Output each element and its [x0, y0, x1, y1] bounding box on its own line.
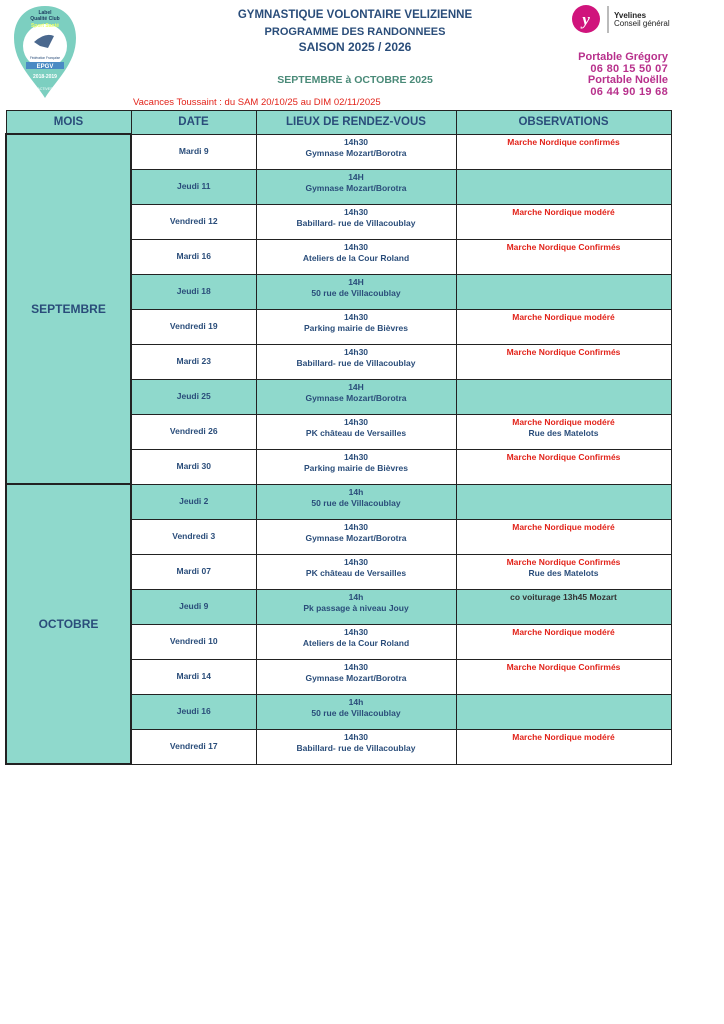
rdv-place: Gymnase Mozart/Borotra	[305, 147, 407, 158]
date-cell: Jeudi 18	[131, 274, 256, 309]
header-date: DATE	[131, 111, 256, 135]
rdv-time: 14h30	[343, 311, 369, 322]
rdv-place: Ateliers de la Cour Roland	[302, 252, 410, 263]
schedule-table	[5, 110, 672, 765]
rdv-time: 14h30	[343, 661, 369, 672]
header-observations: OBSERVATIONS	[456, 111, 671, 135]
rdv-place: Gymnase Mozart/Borotra	[305, 392, 407, 403]
date-cell: Vendredi 26	[131, 414, 256, 449]
date-cell: Jeudi 2	[131, 484, 256, 519]
lieu-cell	[256, 134, 456, 169]
date-cell: Mardi 9	[131, 134, 256, 169]
observation-activity: Marche Nordique Confirmés	[506, 451, 621, 462]
contact-label-gregory: Portable Grégory	[578, 51, 668, 63]
observation-activity: Marche Nordique modéré	[512, 311, 615, 322]
date-cell: Vendredi 3	[131, 519, 256, 554]
lieu-cell	[256, 624, 456, 659]
observation-note: co voiturage 13h45 Mozart	[510, 591, 617, 602]
lieu-cell	[256, 379, 456, 414]
rdv-place: 50 rue de Villacoublay	[311, 707, 401, 718]
rdv-place: Gymnase Mozart/Borotra	[305, 182, 407, 193]
period-subtitle: SEPTEMBRE à OCTOBRE 2025	[277, 74, 433, 86]
lieu-cell	[256, 484, 456, 519]
date-cell: Mardi 16	[131, 239, 256, 274]
lieu-cell	[256, 204, 456, 239]
date-cell: Mardi 23	[131, 344, 256, 379]
observation-cell	[456, 379, 671, 414]
yvelines-mark: y	[582, 10, 590, 29]
table-header-row	[6, 111, 671, 135]
observation-cell	[456, 204, 671, 239]
observation-activity: Marche Nordique Confirmés	[506, 346, 621, 357]
table-row	[6, 134, 671, 169]
observation-cell	[456, 274, 671, 309]
date-cell: Mardi 30	[131, 449, 256, 484]
date-cell: Vendredi 10	[131, 624, 256, 659]
lieu-cell	[256, 239, 456, 274]
rdv-time: 14h30	[343, 451, 369, 462]
label-qualite-club-logo	[10, 2, 80, 102]
contact-phone-noelle: 06 44 90 19 68	[590, 85, 668, 98]
month-cell: SEPTEMBRE	[6, 134, 131, 484]
observation-cell	[456, 624, 671, 659]
date-cell: Jeudi 11	[131, 169, 256, 204]
lieu-cell	[256, 274, 456, 309]
observation-cell	[456, 554, 671, 589]
observation-note: Rue des Matelots	[528, 427, 599, 438]
lieu-cell	[256, 729, 456, 764]
rdv-time: 14h30	[343, 136, 369, 147]
rdv-place: Gymnase Mozart/Borotra	[305, 672, 407, 683]
lieu-cell	[256, 169, 456, 204]
rdv-time: 14H	[348, 171, 364, 182]
observation-activity: Marche Nordique Confirmés	[506, 241, 621, 252]
observation-cell	[456, 659, 671, 694]
lieu-cell	[256, 519, 456, 554]
rdv-time: 14H	[348, 276, 364, 287]
rdv-place: Parking mairie de Bièvres	[304, 322, 408, 333]
lieu-cell	[256, 309, 456, 344]
logo-text-epgv: EPGV	[36, 64, 54, 70]
observation-cell	[456, 344, 671, 379]
observation-cell	[456, 134, 671, 169]
rdv-time: 14h30	[343, 346, 369, 357]
observation-activity: Marche Nordique modéré	[512, 626, 615, 637]
lieu-cell	[256, 589, 456, 624]
rdv-place: Babillard- rue de Villacoublay	[296, 357, 416, 368]
rdv-time: 14h30	[343, 556, 369, 567]
date-cell: Mardi 14	[131, 659, 256, 694]
observation-activity: Marche Nordique modéré	[512, 206, 615, 217]
rdv-time: 14h	[348, 696, 364, 707]
observation-cell	[456, 239, 671, 274]
observation-activity: Marche Nordique modéré	[512, 731, 615, 742]
date-cell: Jeudi 16	[131, 694, 256, 729]
rdv-place: Babillard- rue de Villacoublay	[296, 217, 416, 228]
observation-activity: Marche Nordique Confirmés	[506, 556, 621, 567]
observation-cell	[456, 729, 671, 764]
rdv-time: 14h30	[343, 731, 369, 742]
club-title: GYMNASTIQUE VOLONTAIRE VELIZIENNE	[237, 9, 473, 21]
rdv-time: 14h	[348, 591, 364, 602]
date-cell: Vendredi 17	[131, 729, 256, 764]
rdv-place: 50 rue de Villacoublay	[311, 497, 401, 508]
contact-phone-gregory: 06 80 15 50 07	[590, 62, 668, 75]
observation-activity: Marche Nordique confirmés	[507, 136, 620, 147]
lieu-cell	[256, 414, 456, 449]
lieu-cell	[256, 449, 456, 484]
contacts-block	[578, 52, 668, 98]
logo-text-actives: ACTIVES	[37, 87, 53, 91]
observation-activity: Marche Nordique Confirmés	[506, 661, 621, 672]
logo-text-qualite: Qualité Club	[30, 16, 60, 22]
schedule-body	[6, 134, 671, 764]
yvelines-name: Yvelines	[614, 11, 647, 20]
rdv-place: Gymnase Mozart/Borotra	[305, 532, 407, 543]
observation-note: Rue des Matelots	[528, 567, 599, 578]
table-row	[6, 484, 671, 519]
observation-activity: Marche Nordique modéré	[512, 521, 615, 532]
observation-cell	[456, 519, 671, 554]
rdv-time: 14h30	[343, 521, 369, 532]
rdv-place: PK château de Versailles	[305, 567, 407, 578]
observation-cell	[456, 169, 671, 204]
observation-cell	[456, 414, 671, 449]
contact-label-noelle: Portable Noëlle	[587, 74, 668, 86]
conseil-general: Conseil général	[614, 19, 670, 28]
rdv-time: 14h	[348, 486, 364, 497]
date-cell: Jeudi 9	[131, 589, 256, 624]
observation-cell	[456, 449, 671, 484]
rdv-time: 14h30	[343, 416, 369, 427]
vacances-note: Vacances Toussaint : du SAM 20/10/25 au DIM 02/11/2025	[133, 97, 381, 108]
rdv-place: Babillard- rue de Villacoublay	[296, 742, 416, 753]
logo-text-sport: Sport Santé	[30, 23, 60, 29]
lieu-cell	[256, 659, 456, 694]
observation-cell	[456, 694, 671, 729]
rdv-time: 14h30	[343, 206, 369, 217]
program-title: PROGRAMME DES RANDONNEES	[264, 26, 446, 38]
lieu-cell	[256, 554, 456, 589]
observation-cell	[456, 484, 671, 519]
date-cell: Vendredi 12	[131, 204, 256, 239]
lieu-cell	[256, 694, 456, 729]
observation-cell	[456, 589, 671, 624]
yvelines-text	[614, 12, 670, 28]
rdv-place: PK château de Versailles	[305, 427, 407, 438]
season-title: SAISON 2025 / 2026	[298, 40, 412, 54]
rdv-place: Pk passage à niveau Jouy	[303, 602, 409, 613]
month-cell: OCTOBRE	[6, 484, 131, 764]
observation-cell	[456, 309, 671, 344]
date-cell: Jeudi 25	[131, 379, 256, 414]
header-lieux: LIEUX DE RENDEZ-VOUS	[256, 111, 456, 135]
logo-text-federation: Fédération Française	[29, 56, 61, 60]
rdv-place: 50 rue de Villacoublay	[311, 287, 401, 298]
date-cell: Vendredi 19	[131, 309, 256, 344]
date-cell: Mardi 07	[131, 554, 256, 589]
rdv-time: 14h30	[343, 241, 369, 252]
rdv-place: Parking mairie de Bièvres	[304, 462, 408, 473]
header-mois: MOIS	[6, 111, 131, 135]
rdv-time: 14h30	[343, 626, 369, 637]
rdv-place: Ateliers de la Cour Roland	[302, 637, 410, 648]
lieu-cell	[256, 344, 456, 379]
logo-text-years: 2018-2019	[33, 74, 57, 80]
observation-activity: Marche Nordique modéré	[512, 416, 615, 427]
rdv-time: 14H	[348, 381, 364, 392]
logo-text-label: Label	[38, 10, 52, 16]
